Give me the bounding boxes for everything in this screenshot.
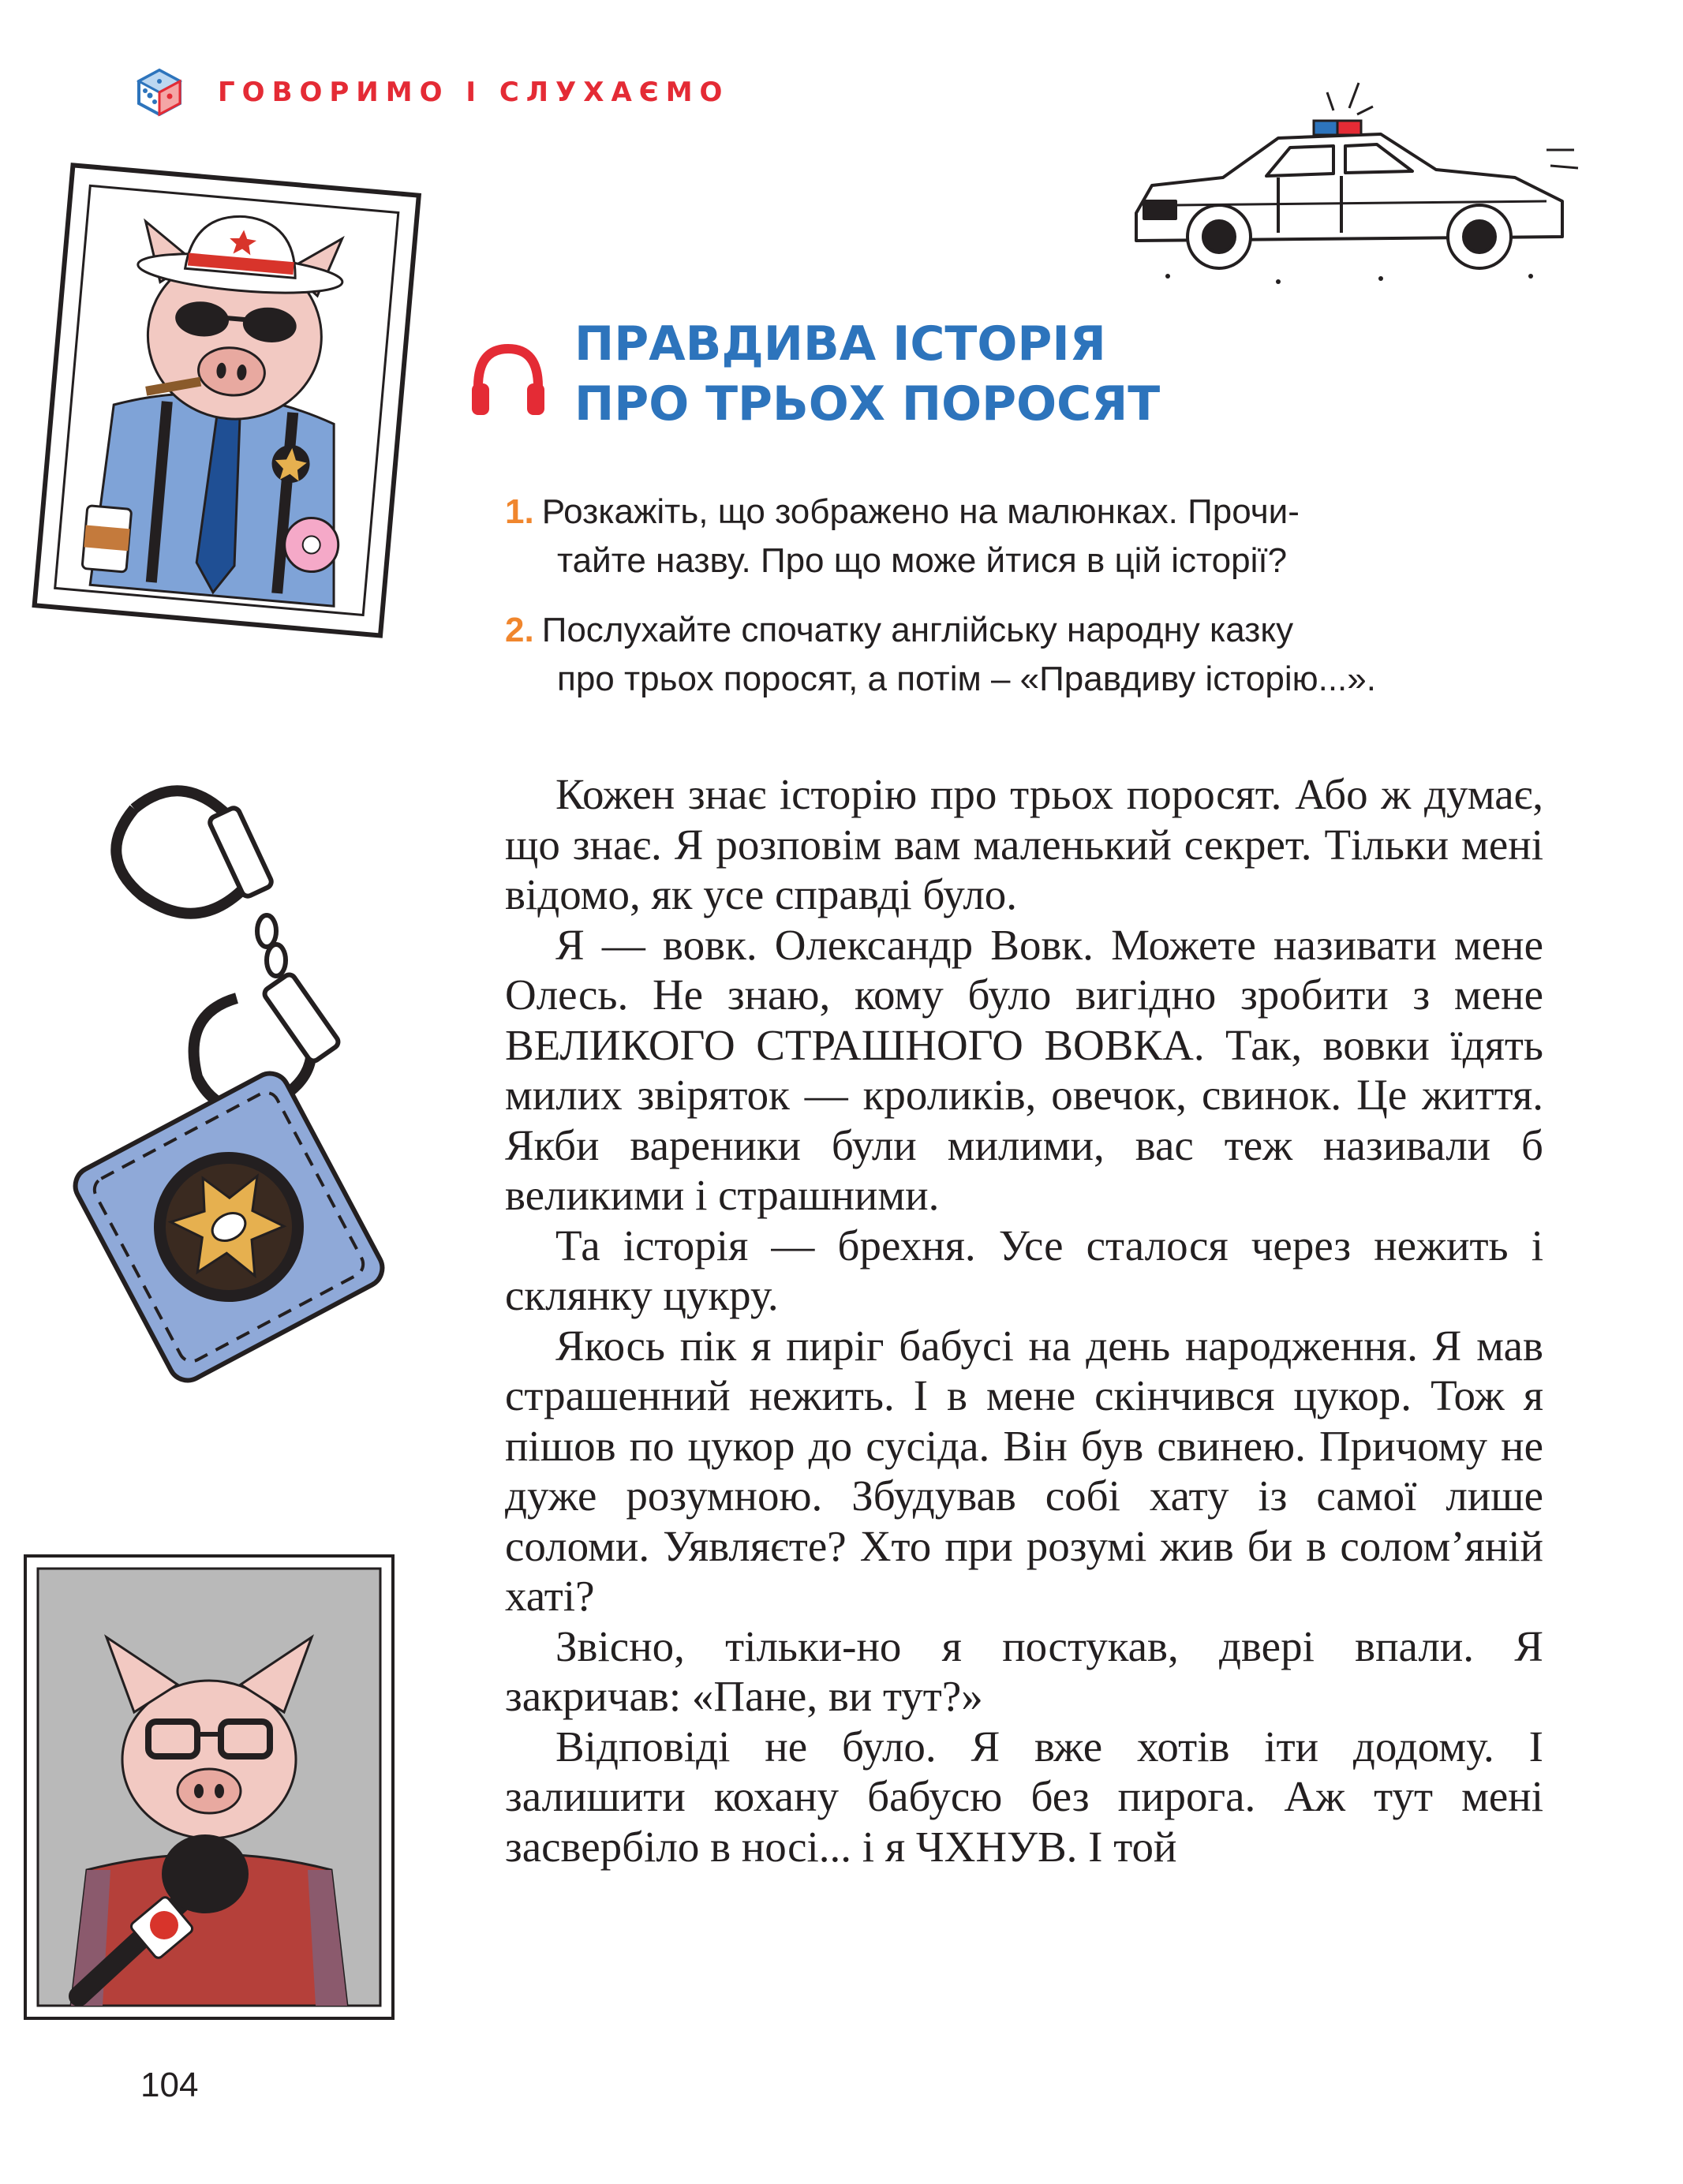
story-paragraph-2: Я — вовк. Олександр Вовк. Можете називати мене Олесь. Не знаю, кому було вигідно зробити з мене ВЕЛИКОГО СТРАШНОГО ВОВКА. Так, вовки їдять милих звіряток — кроликів, овечок, свинок. Це життя. Якби вареники були милими, вас теж називали б великими і страшними. [505,920,1543,1219]
story-text [505,769,1543,1872]
story-paragraph-1: Кожен знає історію про трьох поросят. Або ж думає, що знає. Я розповім вам маленький секрет. Тільки мені відомо, як усе справді було. [505,770,1543,918]
task-2-line-1: Послухайте спочатку англійську народну казку [541,611,1294,649]
story-title [574,314,1160,434]
story-paragraph-4: Якось пік я пиріг бабусі на день народження. Я мав страшенний нежить. І в мене скінчився цукор. Тож я пішов по цукор до сусіда. Він був свинею. Причому не дуже розумною. Збудував собі хату із самої лише соломи. Уявляєте? Хто при розумі жив би в солом’яній хаті? [505,1321,1543,1620]
police-car-illustration [1120,75,1586,312]
title-line-2: ПРО ТРЬОХ ПОРОСЯТ [574,376,1161,432]
task-2-number: 2. [505,611,534,649]
story-paragraph-6: Відповіді не було. Я вже хотів іти додому. І залишити кохану бабусю без пирога. Аж тут мені засвербіло в носі... і я ЧХНУВ. І той [505,1722,1543,1871]
task-1-number: 1. [505,492,534,531]
pig-sheriff-portrait [12,154,434,651]
title-line-1: ПРАВДИВА ІСТОРІЯ [574,316,1106,372]
pig-reporter-portrait [24,1554,395,2020]
task-1 [505,488,1542,585]
task-1-line-1: Розкажіть, що зображено на малюнках. Прочи- [541,492,1300,531]
section-header [134,67,729,118]
cube-dice-icon [134,67,185,118]
task-2-line-2: про трьох поросят, а потім – «Правдиву історію...». [557,660,1376,698]
handcuffs-badge-illustration [47,754,387,1385]
section-label: ГОВОРИМО І СЛУХАЄМО [218,77,730,108]
page-number: 104 [140,2066,199,2104]
task-2 [505,606,1542,704]
story-paragraph-3: Та історія — брехня. Усе сталося через нежить і склянку цукру. [505,1221,1543,1319]
story-paragraph-5: Звісно, тільки-но я постукав, двері впали. Я закричав: «Пане, ви тут?» [505,1621,1543,1720]
headphones-icon [467,338,549,420]
task-1-line-2: тайте назву. Про що може йтися в цій історії? [557,541,1288,580]
